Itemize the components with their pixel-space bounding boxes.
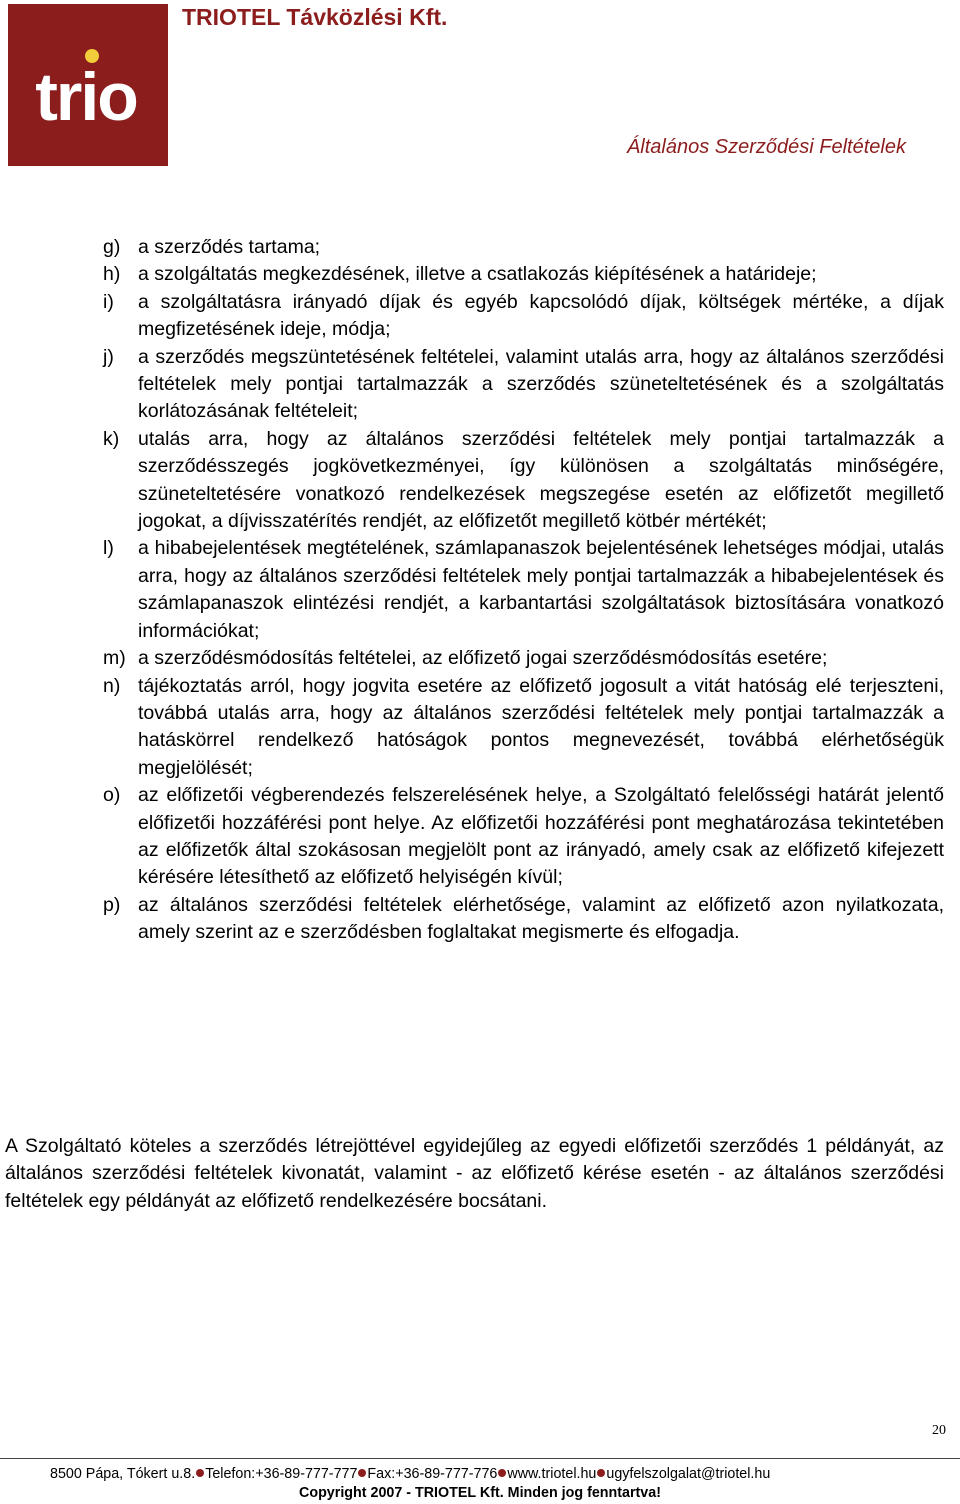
document-title: Általános Szerződési Feltételek: [626, 136, 906, 158]
list-item-text: a szolgáltatás megkezdésének, illetve a csatlakozás kiépítésének a határideje;: [138, 263, 817, 286]
list-marker: g): [103, 236, 121, 258]
list-item: [103, 535, 944, 645]
list-marker: j): [103, 345, 114, 368]
list-marker: n): [103, 674, 121, 697]
page-number-value: 20: [932, 1423, 946, 1438]
list-item-text: a szerződés tartama;: [138, 236, 321, 258]
footer-address: 8500 Pápa, Tókert u.8.: [50, 1466, 196, 1482]
footer-copyright: Copyright 2007 - TRIOTEL Kft. Minden jog fenntartva!: [299, 1485, 661, 1501]
list-item-text: a szerződésmódosítás feltételei, az előfizető jogai szerződésmódosítás esetére;: [138, 647, 828, 670]
logo-text: trio: [35, 59, 137, 135]
list-item: [103, 344, 944, 426]
bullet-icon: [358, 1469, 366, 1477]
list-item-text: tájékoztatás arról, hogy jogvita esetére az előfizető jogosult a vitát hatóság elé terjeszteni, továbbá utalás arra, hogy az általános szerződési feltételek mely pontjai tartalmazzák a hatáskörrel rendelkező hatóságok pontos megnevezését, továbbá elérhetőségük megjelölését;: [138, 674, 944, 779]
list-item-text: a szerződés megszüntetésének feltételei, valamint utalás arra, hogy az általános szerződési feltételek mely pontjai tartalmazzák a szerződés szüneteltetésének és a szolgáltatás korlátozásának feltételeit;: [138, 345, 944, 423]
footer-email-link[interactable]: ugyfelszolgalat@triotel.hu: [606, 1466, 771, 1482]
footer-website-link[interactable]: www.triotel.hu: [507, 1466, 597, 1482]
list-item: [103, 892, 944, 947]
list-marker: m): [103, 647, 126, 670]
bullet-icon: [196, 1469, 204, 1477]
list-item-text: az előfizetői végberendezés felszerelésének helye, a Szolgáltató felelősségi határát jelentő előfizetői hozzáférési pont helye. Az előfizetői hozzáférési pont meghatározása tekintetében az előfizetők által szokásosan megjelölt pont az irányadó, amely csak az előfizető kifejezett kérésére létesíthető az előfizető helyiségén kívül;: [138, 784, 944, 889]
list-item: [103, 645, 944, 672]
list-item: [103, 426, 944, 536]
list-item-text: az általános szerződési feltételek elérhetősége, valamint az előfizető azon nyilatkozata, amely szerint az e szerződésben foglaltakat megismerte és elfogadja.: [138, 893, 944, 944]
list-item: [103, 289, 944, 344]
company-logo: [8, 4, 168, 166]
list-marker: p): [103, 893, 121, 916]
logo-graphic: [8, 4, 168, 166]
list-marker: h): [103, 263, 121, 286]
list-item-text: a szolgáltatásra irányadó díjak és egyéb kapcsolódó díjak, költségek mértéke, a díjak megfizetésének ideje, módja;: [138, 290, 944, 341]
contract-terms-list: [103, 234, 944, 947]
footer-phone: Telefon:+36-89-777-777: [205, 1466, 358, 1482]
list-item-text: a hibabejelentések megtételének, számlapanaszok bejelentésének lehetséges módjai, utalás arra, hogy az általános szerződési feltételek mely pontjai tartalmazzák a hibabejelentések és számlapanaszok elintézési rendjét, a karbantartási szolgáltatások biztosítására vonatkozó információkat;: [138, 537, 944, 642]
page-number: [932, 1423, 946, 1439]
list-marker: i): [103, 290, 114, 313]
list-item: [103, 234, 944, 261]
bullet-icon: [498, 1469, 506, 1477]
bullet-icon: [597, 1469, 605, 1477]
footer-contacts: [50, 1466, 770, 1482]
company-name: TRIOTEL Távközlési Kft.: [182, 4, 448, 30]
list-item: [103, 673, 944, 783]
list-item-text: utalás arra, hogy az általános szerződési feltételek mely pontjai tartalmazzák a szerződésszegés jogkövetkezményei, így különösen a szolgáltatás minőségére, szüneteltetésére vonatkozó rendelkezések megszegése esetén az előfizetőt megillető jogokat, a díjvisszatérítés rendjét, az előfizetőt megillető kötbér mértékét;: [138, 427, 944, 533]
list-marker: k): [103, 427, 120, 450]
list-marker: o): [103, 784, 121, 807]
list-item: [103, 261, 944, 288]
footer-divider: [0, 1458, 960, 1459]
footer-fax: Fax:+36-89-777-776: [367, 1466, 498, 1482]
list-marker: l): [103, 537, 114, 560]
closing-paragraph: A Szolgáltató köteles a szerződés létrejöttével egyidejűleg az egyedi előfizetői szerződés 1 példányát, az általános szerződési feltételek kivonatát, valamint - az előfizető kérése esetén - az általános szerződési feltételek egy példányát az előfizető rendelkezésére bocsátani.: [5, 1135, 944, 1212]
list-item: [103, 782, 944, 892]
